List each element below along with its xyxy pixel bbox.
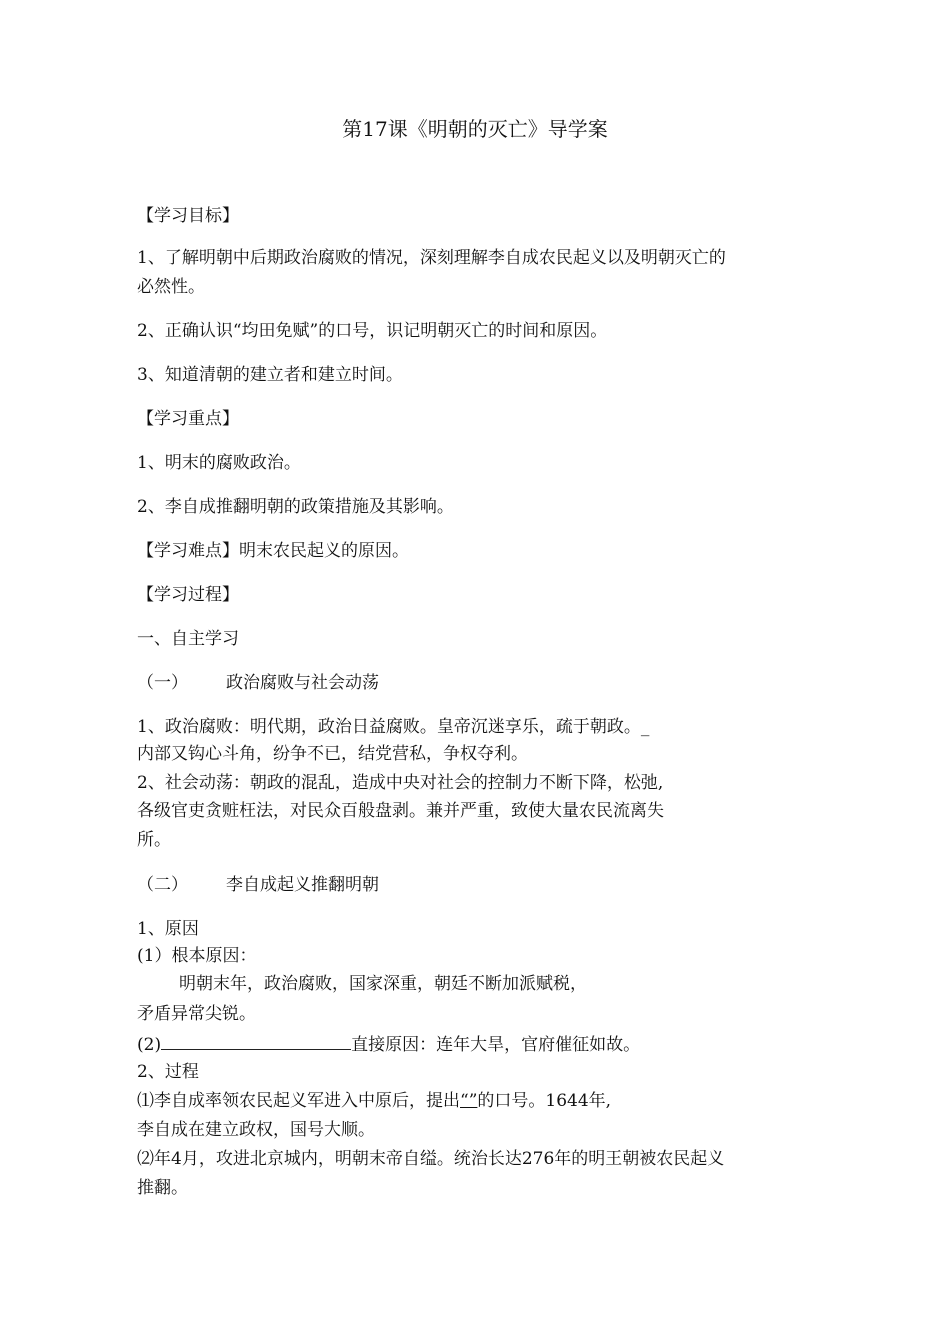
fill-in-blank [161,1033,351,1050]
subsection-heading-1 [137,672,379,694]
paragraph-2-line-3: 所。 [137,830,171,850]
subsection-heading-2 [137,874,379,896]
difficulty-text: 明末农民起义的原因。 [239,541,409,561]
objective-item-1-line-1: 1、了解明朝中后期政治腐败的情况，深刻理解李自成农民起义以及明朝灭亡的 [137,248,726,268]
cause-1-line-1: 明朝末年，政治腐败，国家深重，朝廷不断加派赋税， [179,974,587,994]
key-point-item-1: 1、明末的腐败政治。 [137,453,301,473]
cause-2-line [137,1033,640,1056]
paragraph-2-line-2: 各级官吏贪赃枉法，对民众百般盘剥。兼并严重，致使大量农民流离失 [137,801,664,821]
cause-2-prefix: (2) [137,1035,162,1055]
key-points-heading: 【学习重点】 [137,409,239,429]
cause-1-line-2: 矛盾异常尖锐。 [137,1004,256,1024]
difficulty-heading: 【学习难点】 [137,541,239,561]
page-title: 第17课《明朝的灭亡》导学案 [342,117,608,141]
cause-heading: 1、原因 [137,919,199,939]
paragraph-2-line-1: 2、社会动荡：朝政的混乱，造成中央对社会的控制力不断下降，松弛, [137,773,664,793]
process-heading: 【学习过程】 [137,585,239,605]
paragraph-1-line-1: 1、政治腐败：明代期，政治日益腐败。皇帝沉迷享乐，疏于朝政。_ [137,717,650,737]
subsection-number: （一） [137,673,188,693]
process-1-line-1 [137,1090,611,1112]
subsection-number: （二） [137,875,188,895]
process-1-text-b: 的口号。1644年, [477,1091,612,1111]
section-heading-1: 一、自主学习 [137,629,239,649]
difficulty-line [137,540,409,562]
cause-1-label: (1）根本原因： [137,946,257,966]
process-1-line-2: 李自成在建立政权，国号大顺。 [137,1120,375,1140]
objective-item-1-line-2: 必然性。 [137,277,205,297]
subsection-title: 政治腐败与社会动荡 [226,673,379,693]
subsection-title: 李自成起义推翻明朝 [226,875,379,895]
objective-item-3: 3、知道清朝的建立者和建立时间。 [137,365,403,385]
key-point-item-2: 2、李自成推翻明朝的政策措施及其影响。 [137,497,454,517]
process-subheading: 2、过程 [137,1062,199,1082]
process-2-line-1: ⑵年4月，攻进北京城内，明朝末帝自缢。统治长达276年的明王朝被农民起义 [137,1149,725,1169]
process-2-line-2: 推翻。 [137,1178,188,1198]
slogan-blank: “” [460,1091,478,1111]
process-1-text-a: ⑴李自成率领农民起义军进入中原后，提出 [137,1091,460,1111]
paragraph-1-line-2: 内部又钩心斗角，纷争不已，结党营私，争权夺利。 [137,744,528,764]
objectives-heading: 【学习目标】 [137,206,239,226]
objective-item-2: 2、正确认识“均田免赋”的口号，识记明朝灭亡的时间和原因。 [137,321,608,341]
cause-2-text: 直接原因：连年大旱，官府催征如故。 [351,1035,641,1055]
